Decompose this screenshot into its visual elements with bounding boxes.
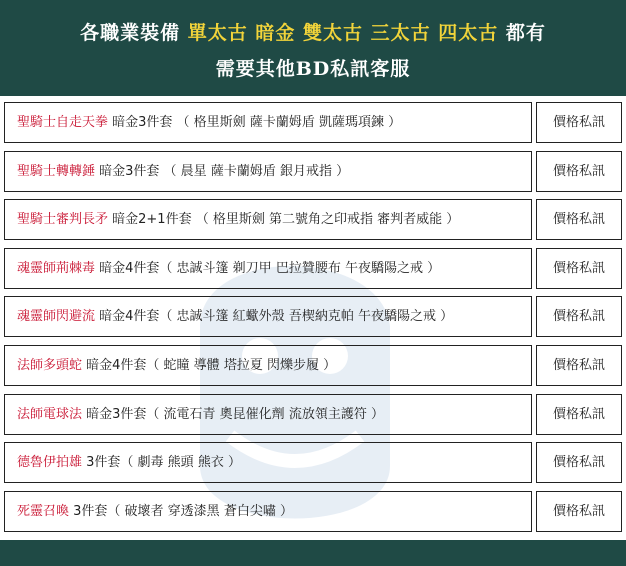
price-cell: 價格私訊 [536,442,622,483]
class-build-name: 聖騎士審判長矛 [17,212,109,228]
equipment-set-text: 3件套（ 破壞者 穿透漆黑 蒼白尖嘯 ） [69,503,293,519]
table-row [4,151,622,192]
item-description-cell [4,442,532,483]
class-build-name: 魂靈師閃避流 [17,309,96,325]
item-description-cell [4,296,532,337]
header-prefix: 各職業裝備 [80,22,181,44]
class-build-name: 聖騎士轉轉錘 [17,163,96,179]
item-description-cell [4,102,532,143]
price-cell: 價格私訊 [536,248,622,289]
table-row [4,394,622,435]
class-build-name: 法師電球法 [17,406,83,422]
item-description-cell [4,491,532,532]
header-suffix: 都有 [505,22,546,44]
price-cell: 價格私訊 [536,491,622,532]
header-highlight: 單太古 [187,22,248,44]
equipment-set-text: 暗金3件套 （ 格里斯劍 薩卡蘭姆盾 凱薩瑪項鍊 ） [108,115,402,130]
listing-panel [0,96,626,540]
header-line2: 需要其他BD私訊客服 [215,58,411,80]
equipment-set-text: 暗金3件套（ 流電石青 奧昆催化劑 流放領主護符 ） [82,406,384,422]
class-build-name: 法師多頭蛇 [17,358,83,373]
item-description-cell [4,345,532,386]
table-row [4,442,622,483]
item-description-cell [4,199,532,240]
header-highlight: 三太古 [370,22,431,44]
price-cell: 價格私訊 [536,151,622,192]
table-row [4,248,622,289]
page-header [0,0,626,96]
header-highlight: 暗金 [255,22,296,44]
class-build-name: 德魯伊拍雄 [17,455,83,471]
item-description-cell [4,394,532,435]
class-build-name: 魂靈師荊棘毒 [17,260,96,276]
equipment-set-text: 暗金4件套（ 忠誠斗篷 剃刀甲 巴拉贊腰布 午夜驕陽之戒 ） [95,260,441,276]
class-build-name: 聖騎士自走天拳 [17,115,109,130]
equipment-set-text: 暗金4件套（ 忠誠斗篷 紅蠍外殼 吾楔納克帕 午夜驕陽之戒 ） [95,309,454,325]
class-build-name: 死靈召喚 [17,503,70,519]
equipment-set-text: 3件套（ 劇毒 熊頭 熊衣 ） [82,455,241,471]
table-row [4,491,622,532]
equipment-set-text: 暗金2+1件套 （ 格里斯劍 第二號角之印戒指 審判者威能 ） [108,212,460,228]
header-highlight: 四太古 [438,22,499,44]
table-row [4,345,622,386]
price-cell: 價格私訊 [536,394,622,435]
header-line1 [0,18,626,45]
table-row [4,102,622,143]
price-cell: 價格私訊 [536,345,622,386]
price-cell: 價格私訊 [536,296,622,337]
equipment-set-text: 暗金4件套（ 蛇瞳 導體 塔拉夏 閃爍步履 ） [82,358,337,373]
equipment-set-text: 暗金3件套 （ 晨星 薩卡蘭姆盾 銀月戒指 ） [95,163,350,179]
price-cell: 價格私訊 [536,102,622,143]
item-description-cell [4,248,532,289]
table-row [4,199,622,240]
price-cell: 價格私訊 [536,199,622,240]
table-row [4,296,622,337]
item-description-cell [4,151,532,192]
header-highlight: 雙太古 [302,22,363,44]
